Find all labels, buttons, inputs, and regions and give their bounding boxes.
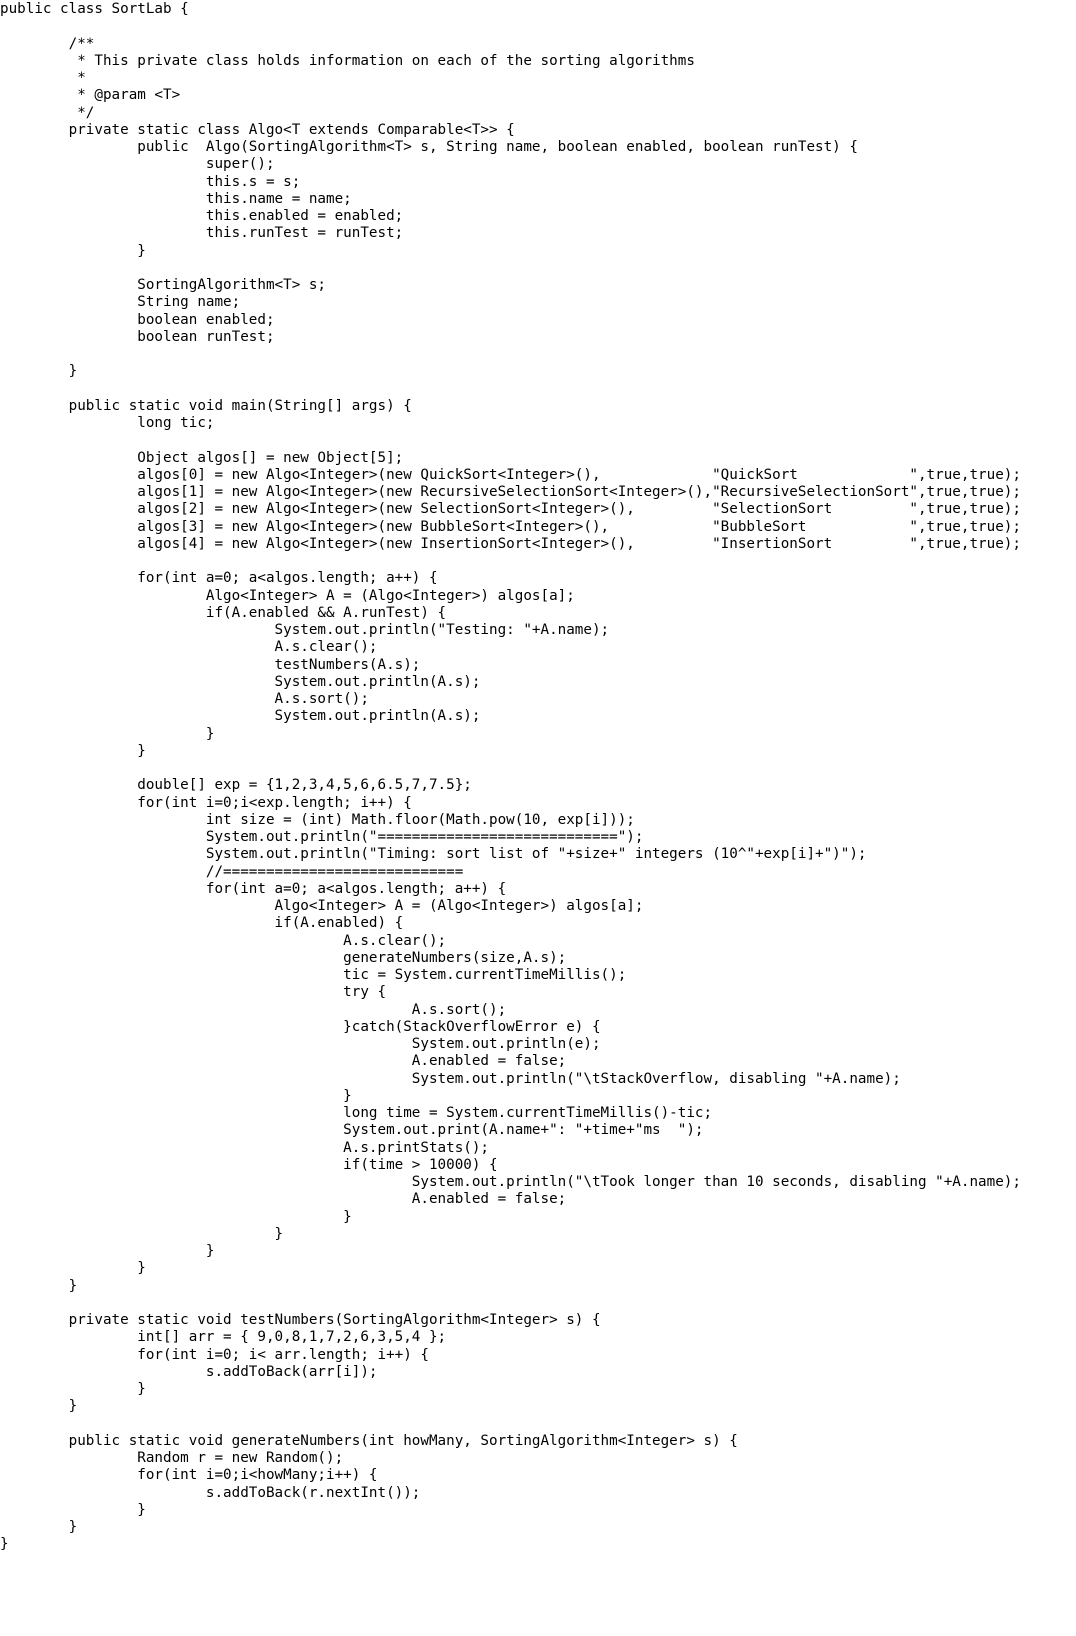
code-line: Algo<Integer> A = (Algo<Integer>) algos[a]; — [0, 898, 644, 914]
code-line: * @param <T> — [0, 87, 181, 104]
code-line: for(int a=0; a<algos.length; a++) { — [0, 570, 438, 587]
code-line: testNumbers(A.s); — [0, 656, 421, 673]
code-line: int[] arr = { 9,0,8,1,7,2,6,3,5,4 }; — [0, 1329, 447, 1346]
code-line: System.out.println(A.s); — [0, 673, 481, 690]
code-line: } — [0, 1260, 146, 1277]
code-line: System.out.println(e); — [0, 1036, 601, 1052]
code-line: } — [0, 1087, 352, 1104]
code-line: double[] exp = {1,2,3,4,5,6,6.5,7,7.5}; — [0, 777, 472, 794]
code-line: algos[2] = new Algo<Integer>(new SelectionSort<Integer>(), "SelectionSort ",true,true); — [0, 501, 1021, 518]
code-line: System.out.println(A.s); — [0, 708, 481, 725]
code-line: if(A.enabled) { — [0, 915, 404, 932]
code-line: }catch(StackOverflowError e) { — [0, 1018, 601, 1035]
code-line: super(); — [0, 156, 275, 173]
code-line: s.addToBack(arr[i]); — [0, 1363, 378, 1380]
code-line: } — [0, 1277, 78, 1294]
code-line: } — [0, 363, 78, 380]
code-line: } — [0, 1225, 284, 1242]
code-line: this.name = name; — [0, 190, 352, 207]
code-line: * This private class holds information on each of the sorting algorithms — [0, 52, 695, 69]
code-line: A.s.clear(); — [0, 932, 447, 949]
code-line: String name; — [0, 294, 241, 311]
code-line: private static void testNumbers(SortingAlgorithm<Integer> s) { — [0, 1312, 601, 1328]
code-line: algos[4] = new Algo<Integer>(new InsertionSort<Integer>(), "InsertionSort ",true,true); — [0, 535, 1021, 552]
code-line: algos[1] = new Algo<Integer>(new RecursiveSelectionSort<Integer>(),"RecursiveSelectionSort",true,true); — [0, 484, 1021, 500]
code-line: /** — [0, 35, 95, 52]
code-line: A.enabled = false; — [0, 1191, 567, 1208]
code-line: * — [0, 70, 86, 86]
code-line: tic = System.currentTimeMillis(); — [0, 967, 627, 983]
code-line: } — [0, 1208, 352, 1225]
code-line: private static class Algo<T extends Comparable<T>> { — [0, 121, 515, 138]
code-line: System.out.println("\tStackOverflow, disabling "+A.name); — [0, 1070, 901, 1087]
code-line: long tic; — [0, 415, 215, 431]
code-line: boolean enabled; — [0, 311, 275, 328]
code-line: if(time > 10000) { — [0, 1156, 498, 1173]
code-line: public static void main(String[] args) { — [0, 397, 412, 414]
code-line: try { — [0, 984, 387, 1001]
code-line: System.out.print(A.name+": "+time+"ms "); — [0, 1122, 704, 1139]
code-line: */ — [0, 104, 95, 121]
code-line: } — [0, 242, 146, 259]
code-line: algos[3] = new Algo<Integer>(new BubbleSort<Integer>(), "BubbleSort ",true,true); — [0, 518, 1021, 535]
code-line: Algo<Integer> A = (Algo<Integer>) algos[a]; — [0, 587, 575, 604]
code-line: public Algo(SortingAlgorithm<T> s, String name, boolean enabled, boolean runTest) { — [0, 139, 858, 155]
code-line: boolean runTest; — [0, 328, 275, 345]
code-line: A.s.sort(); — [0, 1001, 507, 1018]
code-line: SortingAlgorithm<T> s; — [0, 277, 327, 293]
code-line: A.s.clear(); — [0, 639, 378, 656]
code-line: } — [0, 1501, 146, 1518]
code-line: algos[0] = new Algo<Integer>(new QuickSort<Integer>(), "QuickSort ",true,true); — [0, 466, 1021, 483]
code-line: long time = System.currentTimeMillis()-tic; — [0, 1105, 713, 1121]
code-line: //============================ — [0, 863, 464, 880]
code-line: } — [0, 1519, 78, 1535]
code-line: this.s = s; — [0, 173, 301, 190]
code-line: System.out.println("Timing: sort list of "+size+" integers (10^"+exp[i]+")"); — [0, 846, 867, 863]
code-line: } — [0, 1243, 215, 1259]
code-line: } — [0, 742, 146, 759]
code-line: generateNumbers(size,A.s); — [0, 949, 567, 966]
code-line: for(int i=0;i<exp.length; i++) { — [0, 794, 412, 811]
code-line: System.out.println("\tTook longer than 10 seconds, disabling "+A.name); — [0, 1174, 1021, 1190]
code-line: A.enabled = false; — [0, 1053, 567, 1070]
code-line: } — [0, 725, 215, 742]
code-line: System.out.println("============================"); — [0, 829, 644, 845]
code-line: System.out.println("Testing: "+A.name); — [0, 622, 610, 638]
code-line: for(int i=0;i<howMany;i++) { — [0, 1467, 378, 1484]
code-line: } — [0, 1381, 146, 1397]
code-line: this.enabled = enabled; — [0, 208, 404, 224]
code-line: s.addToBack(r.nextInt()); — [0, 1484, 421, 1501]
code-line: public class SortLab { — [0, 1, 189, 17]
code-line: Object algos[] = new Object[5]; — [0, 449, 404, 466]
code-line: this.runTest = runTest; — [0, 225, 404, 242]
code-line: for(int a=0; a<algos.length; a++) { — [0, 880, 507, 897]
code-line: for(int i=0; i< arr.length; i++) { — [0, 1346, 429, 1363]
code-line: } — [0, 1398, 78, 1415]
code-line: int size = (int) Math.floor(Math.pow(10, exp[i])); — [0, 811, 635, 828]
code-line: public static void generateNumbers(int howMany, SortingAlgorithm<Integer> s) { — [0, 1432, 738, 1449]
code-line: A.s.printStats(); — [0, 1139, 490, 1156]
code-line: } — [0, 1536, 9, 1553]
code-line: if(A.enabled && A.runTest) { — [0, 604, 447, 621]
code-line: Random r = new Random(); — [0, 1450, 344, 1466]
code-line: A.s.sort(); — [0, 691, 369, 707]
